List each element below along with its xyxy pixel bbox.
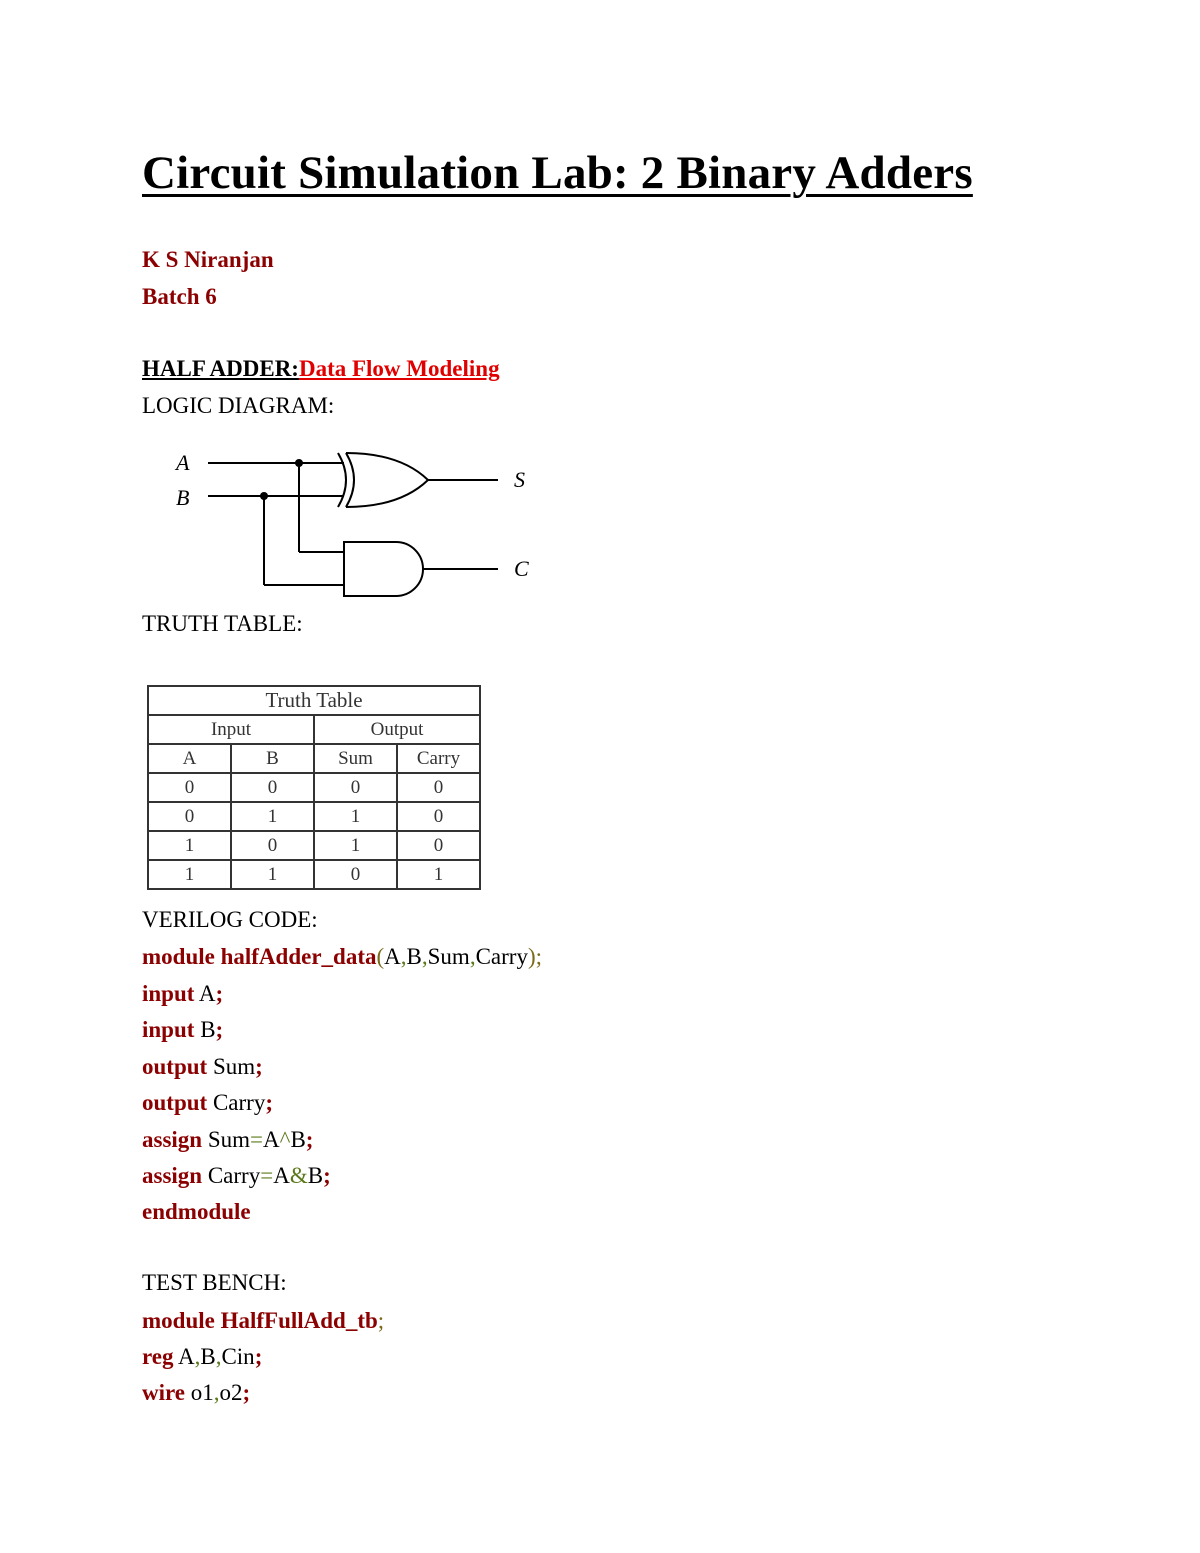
table-row xyxy=(148,773,480,802)
code-keyword: wire xyxy=(142,1380,186,1405)
code-keyword: input xyxy=(142,1017,195,1042)
table-cell: 1 xyxy=(314,802,397,831)
code-operator: & xyxy=(289,1163,308,1188)
code-text: B xyxy=(200,1344,216,1369)
truth-table-label: TRUTH TABLE: xyxy=(142,611,303,636)
diagram-label-a: A xyxy=(176,450,190,475)
code-text: Sum xyxy=(207,1054,256,1079)
column-header: B xyxy=(231,744,314,773)
code-operator: ^ xyxy=(279,1127,291,1152)
section-subheading: Data Flow Modeling xyxy=(298,356,500,381)
code-keyword: endmodule xyxy=(142,1199,251,1224)
code-text: A xyxy=(384,944,401,969)
code-text: A xyxy=(273,1163,290,1188)
code-punct: , xyxy=(215,1344,222,1369)
table-cell: 1 xyxy=(314,831,397,860)
code-text: o1 xyxy=(185,1380,214,1405)
code-keyword: input xyxy=(142,981,195,1006)
code-text: A xyxy=(263,1127,280,1152)
code-punct: , xyxy=(194,1344,201,1369)
junction-b-dot xyxy=(260,492,268,500)
code-text: Carry xyxy=(207,1090,266,1115)
table-cell: 1 xyxy=(231,860,314,889)
table-cell: 0 xyxy=(397,802,480,831)
column-header: Sum xyxy=(314,744,397,773)
code-text: Carry xyxy=(202,1163,261,1188)
page-title: Circuit Simulation Lab: 2 Binary Adders xyxy=(142,147,973,199)
code-line xyxy=(142,1054,263,1080)
code-line xyxy=(142,1380,250,1406)
verilog-code-label: VERILOG CODE: xyxy=(142,907,318,932)
code-punct: ( xyxy=(376,944,385,969)
truth-table xyxy=(147,685,481,890)
code-punct: ; xyxy=(377,1308,385,1333)
code-keyword: output xyxy=(142,1090,208,1115)
group-header-input: Input xyxy=(148,715,314,744)
code-text: A xyxy=(173,1344,195,1369)
column-header: Carry xyxy=(397,744,480,773)
code-punct: ; xyxy=(215,981,224,1006)
code-keyword: module halfAdder_data xyxy=(142,944,377,969)
table-cell: 1 xyxy=(148,831,231,860)
truth-table-caption: Truth Table xyxy=(148,686,480,715)
junction-a-dot xyxy=(295,459,303,467)
diagram-label-b: B xyxy=(176,485,190,510)
table-cell: 1 xyxy=(148,860,231,889)
code-text: B xyxy=(290,1127,306,1152)
code-keyword: assign xyxy=(142,1127,203,1152)
code-punct: , xyxy=(213,1380,220,1405)
code-text: o2 xyxy=(219,1380,243,1405)
code-line xyxy=(142,1199,251,1225)
table-cell: 0 xyxy=(231,773,314,802)
code-text: B xyxy=(406,944,422,969)
diagram-label-s: S xyxy=(514,467,525,492)
code-punct: , xyxy=(469,944,476,969)
section-heading-line xyxy=(142,356,500,382)
test-bench-label: TEST BENCH: xyxy=(142,1270,287,1295)
table-cell: 0 xyxy=(148,773,231,802)
table-row xyxy=(148,831,480,860)
code-punct: , xyxy=(400,944,407,969)
table-header-row xyxy=(148,744,480,773)
table-cell: 1 xyxy=(397,860,480,889)
table-cell: 0 xyxy=(314,860,397,889)
code-line xyxy=(142,1308,384,1334)
table-cell: 1 xyxy=(231,802,314,831)
logic-diagram-label: LOGIC DIAGRAM: xyxy=(142,393,335,418)
code-punct: ; xyxy=(254,1344,263,1369)
code-keyword: module HalfFullAdd_tb xyxy=(142,1308,378,1333)
table-cell: 0 xyxy=(397,773,480,802)
table-row xyxy=(148,802,480,831)
code-punct: ; xyxy=(215,1017,224,1042)
code-keyword: reg xyxy=(142,1344,174,1369)
code-line xyxy=(142,1127,313,1153)
table-row xyxy=(148,860,480,889)
code-punct: ; xyxy=(255,1054,263,1079)
code-line xyxy=(142,944,542,970)
section-heading: HALF ADDER: xyxy=(142,356,299,381)
half-adder-logic-diagram xyxy=(168,445,548,605)
code-line xyxy=(142,1090,273,1116)
group-header-output: Output xyxy=(314,715,480,744)
author-name: K S Niranjan xyxy=(142,247,274,272)
code-punct: ; xyxy=(305,1127,314,1152)
diagram-label-c: C xyxy=(514,556,529,581)
table-cell: 0 xyxy=(397,831,480,860)
code-keyword: output xyxy=(142,1054,208,1079)
code-line xyxy=(142,1163,331,1189)
code-text: Sum xyxy=(202,1127,251,1152)
code-punct: ; xyxy=(323,1163,331,1188)
code-text: Sum xyxy=(427,944,470,969)
code-line xyxy=(142,1017,223,1043)
code-punct: ); xyxy=(527,944,543,969)
code-keyword: assign xyxy=(142,1163,203,1188)
table-cell: 0 xyxy=(148,802,231,831)
code-line xyxy=(142,1344,262,1370)
table-cell: 0 xyxy=(231,831,314,860)
code-operator: = xyxy=(250,1127,264,1152)
code-punct: , xyxy=(421,944,428,969)
code-operator: = xyxy=(260,1163,274,1188)
code-text: A xyxy=(194,981,216,1006)
code-punct: ; xyxy=(242,1380,251,1405)
code-line xyxy=(142,981,223,1007)
code-text: B xyxy=(307,1163,324,1188)
code-text: B xyxy=(194,1017,216,1042)
code-punct: ; xyxy=(265,1090,273,1115)
code-text: Cin xyxy=(221,1344,255,1369)
column-header: A xyxy=(148,744,231,773)
batch-label: Batch 6 xyxy=(142,284,217,309)
code-text: Carry xyxy=(475,944,528,969)
table-cell: 0 xyxy=(314,773,397,802)
